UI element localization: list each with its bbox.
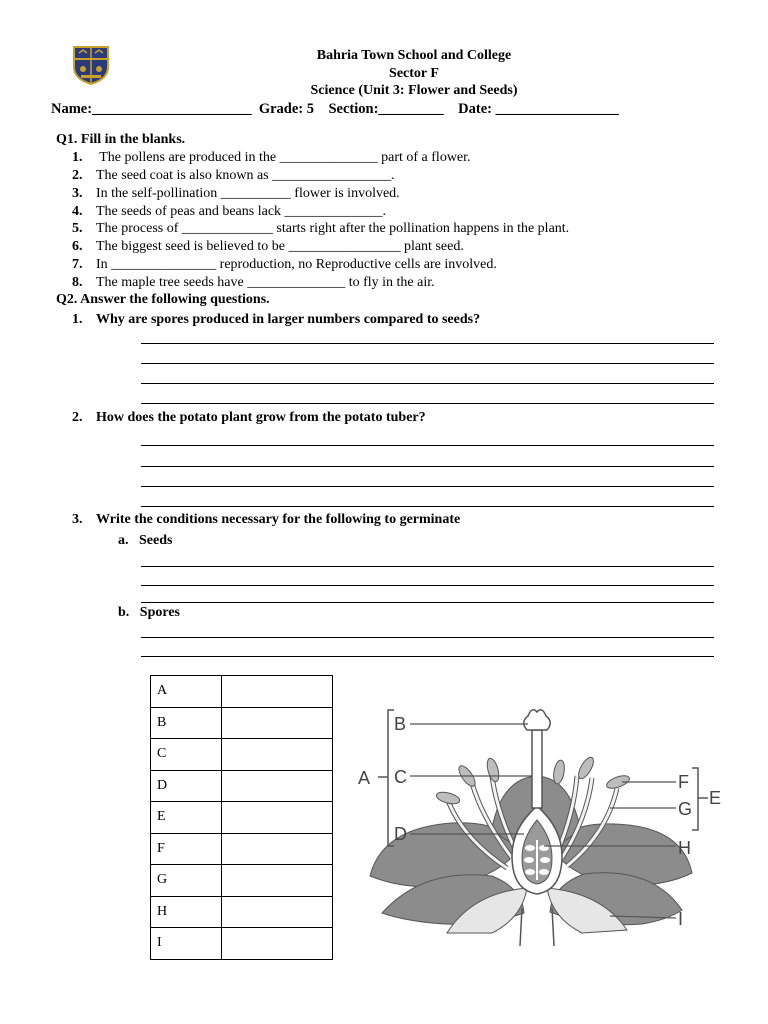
ovule <box>539 869 549 875</box>
diagram-label-b: B <box>394 714 407 734</box>
table-row <box>151 928 333 960</box>
question-number: 1. <box>72 312 83 327</box>
fill-blank-item <box>72 150 471 166</box>
item-number: 4. <box>72 204 83 219</box>
school-sector: Sector F <box>389 66 439 81</box>
question-1 <box>72 312 480 328</box>
table-row <box>151 833 333 865</box>
table-row-letter: A <box>151 676 222 708</box>
table-answer-cell[interactable] <box>222 676 333 708</box>
answer-line[interactable] <box>141 343 714 344</box>
flower-diagram <box>352 698 724 946</box>
fill-blank-item <box>72 221 569 237</box>
table-row-letter: C <box>151 739 222 771</box>
label-answer-table <box>150 675 333 960</box>
table-answer-cell[interactable] <box>222 770 333 802</box>
item-text: The biggest seed is believed to be ________________ plant seed. <box>96 239 464 254</box>
fill-blank-item <box>72 257 497 273</box>
sub-question-spores: b. Spores <box>118 605 180 620</box>
ovule <box>540 857 550 863</box>
table-row <box>151 739 333 771</box>
anther <box>576 755 597 781</box>
diagram-label-f: F <box>678 772 689 792</box>
table-row <box>151 770 333 802</box>
item-text: In _______________ reproduction, no Reproductive cells are involved. <box>96 257 497 272</box>
item-text: The pollens are produced in the ______________ part of a flower. <box>96 150 471 165</box>
table-answer-cell[interactable] <box>222 802 333 834</box>
table-answer-cell[interactable] <box>222 833 333 865</box>
answer-line[interactable] <box>141 383 714 384</box>
diagram-label-i: I <box>678 909 684 929</box>
item-text: The maple tree seeds have ______________ to fly in the air. <box>96 275 435 290</box>
answer-line[interactable] <box>141 585 714 586</box>
flower-stalk <box>520 908 554 946</box>
item-number: 8. <box>72 275 83 290</box>
table-row-letter: B <box>151 707 222 739</box>
student-info-line: Name:______________________ Grade: 5 Section:_________ Date: _________________ <box>51 101 619 117</box>
answer-line[interactable] <box>141 656 714 657</box>
item-number: 2. <box>72 168 83 183</box>
table-row-letter: E <box>151 802 222 834</box>
question-number: 2. <box>72 410 83 425</box>
bracket-e <box>692 768 698 830</box>
item-text: The process of _____________ starts right after the pollination happens in the plant. <box>96 221 570 236</box>
table-row <box>151 865 333 897</box>
school-name: Bahria Town School and College <box>316 48 512 63</box>
table-row-letter: D <box>151 770 222 802</box>
table-row <box>151 896 333 928</box>
question-text: Write the conditions necessary for the following to germinate <box>96 512 461 527</box>
item-number: 6. <box>72 239 83 254</box>
table-row <box>151 676 333 708</box>
table-answer-cell[interactable] <box>222 865 333 897</box>
anther <box>435 790 461 806</box>
ovule <box>525 845 535 851</box>
table-answer-cell[interactable] <box>222 739 333 771</box>
anther <box>485 757 501 783</box>
ovule <box>525 869 535 875</box>
question-2 <box>72 410 426 426</box>
q1-title: Q1. Fill in the blanks. <box>56 132 186 147</box>
diagram-label-g: G <box>678 799 693 819</box>
diagram-label-c: C <box>394 767 407 787</box>
table-row-letter: G <box>151 865 222 897</box>
item-number: 5. <box>72 221 83 236</box>
anther <box>552 759 566 784</box>
question-3 <box>72 512 460 528</box>
item-number: 7. <box>72 257 83 272</box>
q2-title: Q2. Answer the following questions. <box>56 292 270 307</box>
fill-blank-item <box>72 204 386 220</box>
table-answer-cell[interactable] <box>222 707 333 739</box>
table-row-letter: F <box>151 833 222 865</box>
item-text: The seed coat is also known as _________________. <box>96 168 395 183</box>
diagram-label-e: E <box>709 788 722 808</box>
fill-blank-item <box>72 275 435 291</box>
answer-line[interactable] <box>141 445 714 446</box>
ovule <box>524 857 534 863</box>
sub-question-seeds: a. Seeds <box>118 533 173 548</box>
table-row-letter: H <box>151 896 222 928</box>
table-row <box>151 707 333 739</box>
item-text: The seeds of peas and beans lack ______________. <box>96 204 387 219</box>
item-number: 3. <box>72 186 83 201</box>
answer-line[interactable] <box>141 566 714 567</box>
question-number: 3. <box>72 512 83 527</box>
table-answer-cell[interactable] <box>222 928 333 960</box>
answer-line[interactable] <box>141 466 714 467</box>
fill-blank-item <box>72 168 395 184</box>
stigma <box>524 710 551 730</box>
table-row <box>151 802 333 834</box>
item-number: 1. <box>72 150 83 165</box>
style <box>532 730 542 808</box>
answer-line[interactable] <box>141 363 714 364</box>
fill-blank-item <box>72 186 400 202</box>
answer-line[interactable] <box>141 486 714 487</box>
question-text: How does the potato plant grow from the potato tuber? <box>96 410 426 425</box>
worksheet-subject: Science (Unit 3: Flower and Seeds) <box>310 83 518 98</box>
item-text: In the self-pollination __________ flower is involved. <box>96 186 400 201</box>
diagram-label-h: H <box>678 838 691 858</box>
answer-line[interactable] <box>141 637 714 638</box>
table-answer-cell[interactable] <box>222 896 333 928</box>
answer-line[interactable] <box>141 602 714 603</box>
answer-line[interactable] <box>141 403 714 404</box>
table-row-letter: I <box>151 928 222 960</box>
answer-line[interactable] <box>141 506 714 507</box>
question-text: Why are spores produced in larger numbers compared to seeds? <box>96 312 481 327</box>
diagram-label-d: D <box>394 824 407 844</box>
fill-blank-item <box>72 239 464 255</box>
diagram-label-a: A <box>358 768 371 788</box>
